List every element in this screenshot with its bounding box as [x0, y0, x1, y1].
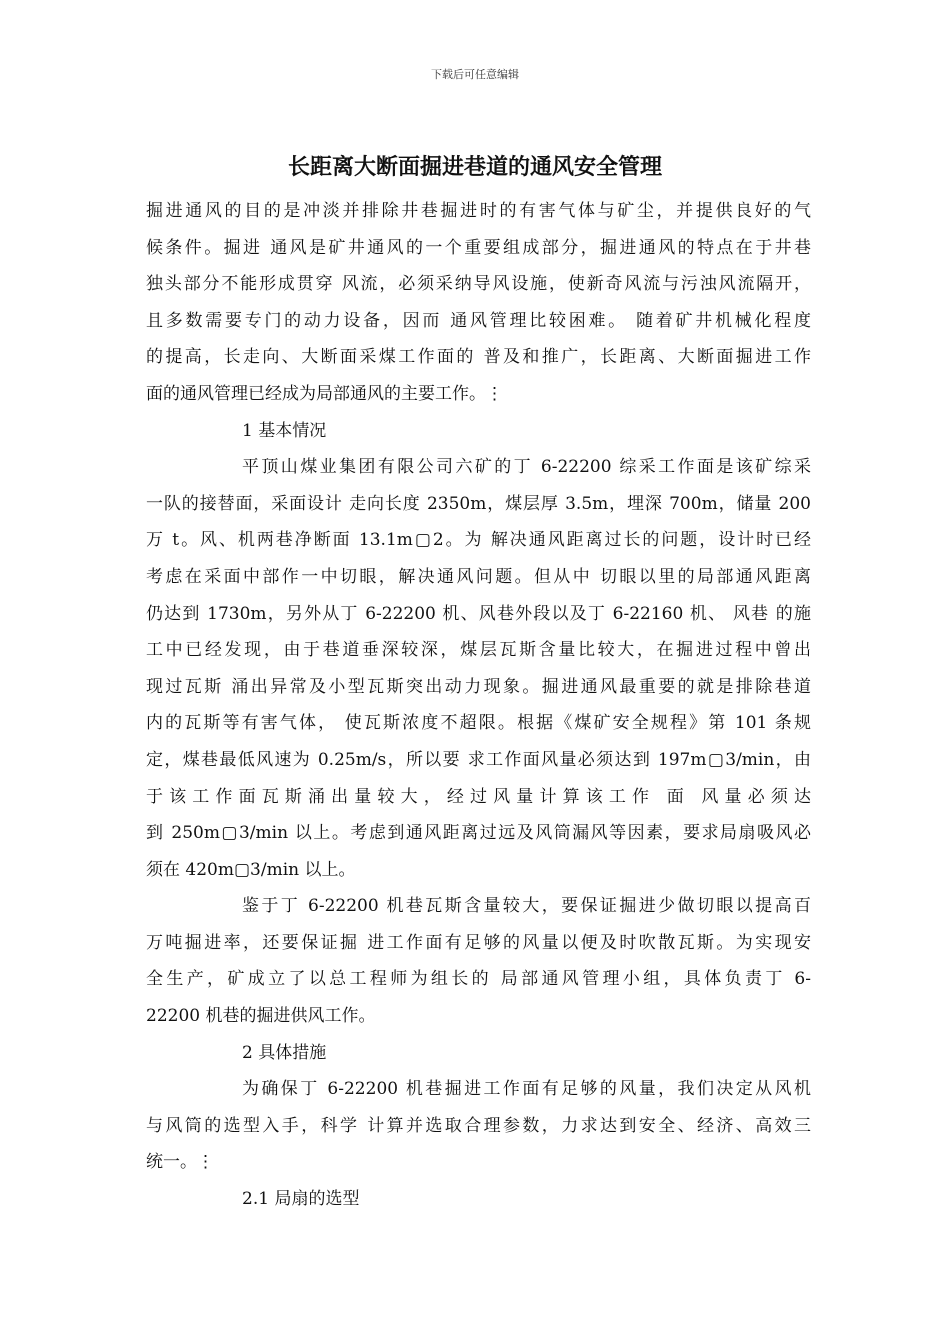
header-note: 下载后可任意编辑: [431, 68, 519, 81]
text-line: 且多数需要专门的动力设备，因而 通风管理比较困难。 随着矿井机械化程度: [146, 310, 811, 331]
text-line: 候条件。掘进 通风是矿井通风的一个重要组成部分，掘进通风的特点在于井巷: [146, 237, 811, 258]
text-line: 为确保丁 6-22200 机巷掘进工作面有足够的风量，我们决定从风机: [242, 1079, 811, 1100]
text-line: 独头部分不能形成贯穿 风流，必须采纳导风设施，使新奇风流与污浊风流隔开，: [146, 274, 811, 295]
text-line: 与风筒的选型入手，科学 计算并选取合理参数，力求达到安全、经济、高效三: [146, 1115, 811, 1136]
text-line: 工中已经发现，由于巷道垂深较深，煤层瓦斯含量比较大，在掘进过程中曾出: [146, 640, 811, 661]
text-line: 掘进通风的目的是冲淡并排除井巷掘进时的有害气体与矿尘，并提供良好的气: [146, 201, 811, 221]
section-heading: 2 具体措施: [242, 1042, 327, 1063]
text-line: 定，煤巷最低风速为 0.25m/s，所以要 求工作面风量必须达到 197m▢3/min，由: [146, 749, 811, 770]
text-line: 面的通风管理已经成为局部通风的主要工作。⋮: [146, 383, 503, 404]
text-line: 须在 420m▢3/min 以上。: [146, 859, 356, 880]
text-line: 考虑在采面中部作一中切眼，解决通风问题。但从中 切眼以里的局部通风距离: [146, 566, 811, 587]
document-title: 长距离大断面掘进巷道的通风安全管理: [287, 155, 662, 180]
text-line: 于该工作面瓦斯涌出量较大，经过风量计算该工作 面 风量必须达: [146, 786, 811, 807]
text-line: 全生产，矿成立了以总工程师为组长的 局部通风管理小组，具体负责丁 6-: [146, 969, 811, 990]
subsection-heading: 2.1 局扇的选型: [242, 1189, 360, 1210]
text-line: 平顶山煤业集团有限公司六矿的丁 6-22200 综采工作面是该矿综采: [242, 457, 811, 478]
text-line: 仍达到 1730m，另外从丁 6-22200 机、风巷外段以及丁 6-22160 机、 风巷 的施: [146, 603, 811, 624]
text-line: 万 t。风、机两巷净断面 13.1m▢2。为 解决通风距离过长的问题，设计时已经: [146, 530, 811, 551]
body-text: [146, 193, 811, 1218]
section-heading: 1 基本情况: [242, 420, 327, 441]
text-line: 的提高，长走向、大断面采煤工作面的 普及和推广，长距离、大断面掘进工作: [146, 347, 811, 368]
text-line: 统一。⋮: [146, 1152, 214, 1173]
text-line: 22200 机巷的掘进供风工作。: [146, 1006, 376, 1027]
text-line: 一队的接替面，采面设计 走向长度 2350m，煤层厚 3.5m，埋深 700m，储量 200: [146, 493, 811, 514]
text-line: 鉴于丁 6-22200 机巷瓦斯含量较大，要保证掘进少做切眼以提高百: [242, 896, 811, 917]
text-line: 现过瓦斯 涌出异常及小型瓦斯突出动力现象。掘进通风最重要的就是排除巷道: [146, 676, 811, 697]
text-line: 万吨掘进率，还要保证掘 进工作面有足够的风量以便及时吹散瓦斯。为实现安: [146, 932, 811, 953]
text-line: 内的瓦斯等有害气体， 使瓦斯浓度不超限。根据《煤矿安全规程》第 101 条规: [146, 713, 811, 734]
text-line: 到 250m▢3/min 以上。考虑到通风距离过远及风筒漏风等因素，要求局扇吸风必: [146, 823, 811, 844]
